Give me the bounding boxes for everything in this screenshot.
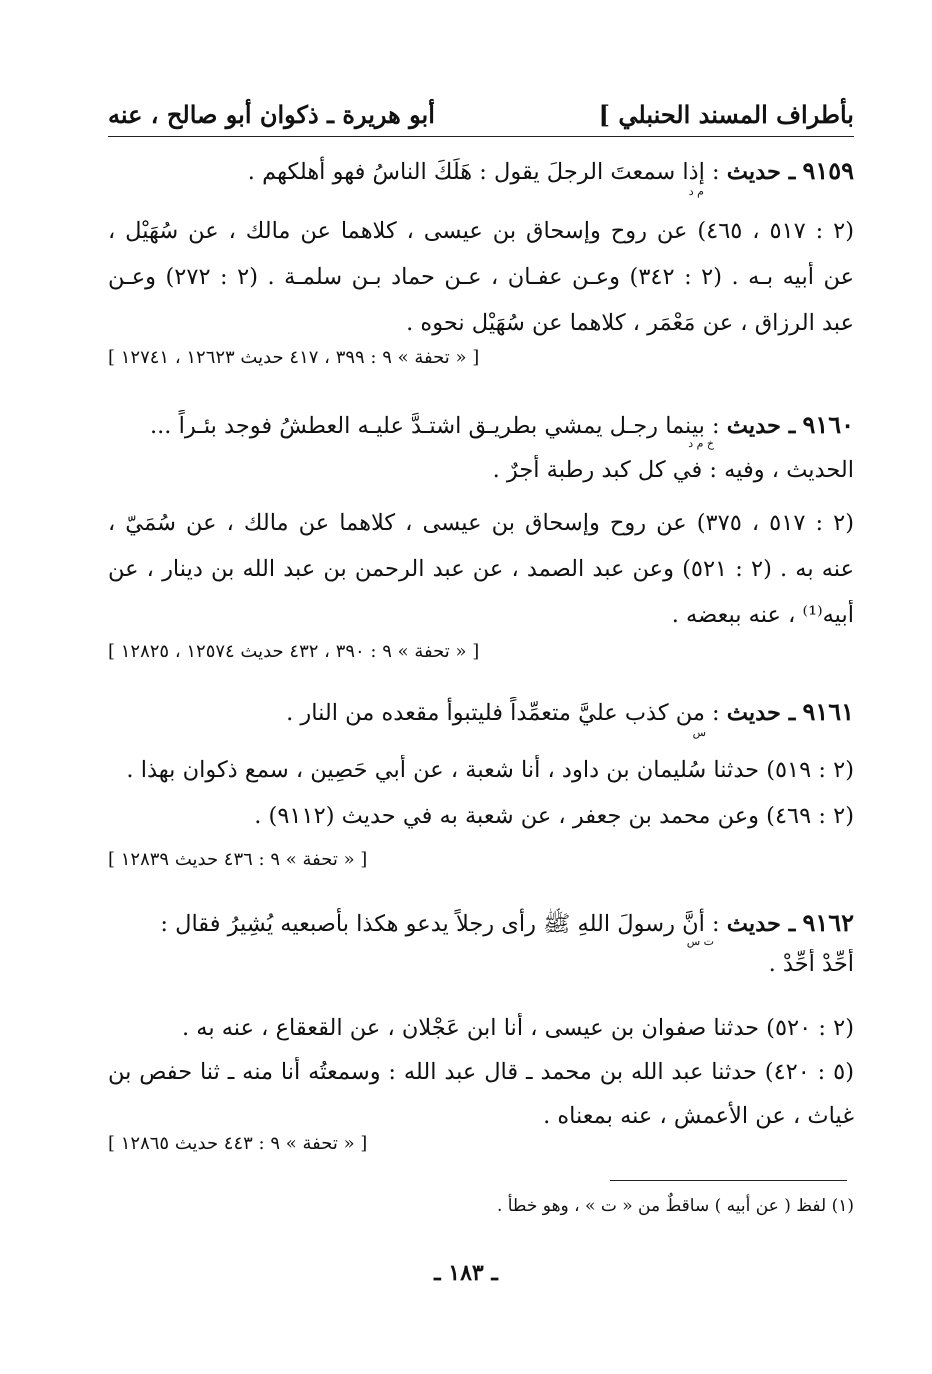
hadith-entry-9162 — [108, 908, 854, 979]
sigla: س — [692, 726, 706, 739]
entry-9162-sources — [108, 1013, 854, 1131]
hadith-text: : بينما رجـل يمشي بطريـق اشتـدَّ عليـه العطشُ فوجد بئـراً ... — [149, 413, 727, 439]
hadith-entry-9159 — [108, 156, 854, 198]
footnote: (١) لفظ ( عن أبيه ) ساقطٌ من « ت » ، وهو خطأ . — [496, 1196, 854, 1216]
hadith-label: ـ حديث — [726, 413, 796, 439]
source-line: (٢ : ٥١٧ ، ٣٧٥) عن روح وإسحاق بن عيسى ، كلاهما عن مالك ، عن سُمَيّ ، — [108, 510, 854, 536]
source-line: (٢ : ٥١٩) حدثنا سُليمان بن داود ، أنا شعبة ، عن أبي حَصِين ، سمع ذكوان بهذا . — [126, 757, 854, 783]
page-number: ـ ١٨٣ ـ — [434, 1260, 498, 1286]
footnote-rule — [610, 1180, 847, 1181]
hadith-heading — [108, 908, 854, 939]
hadith-number: ٩١٦٢ — [802, 908, 854, 937]
header-right: بأطراف المسند الحنبلي ] — [598, 99, 854, 129]
sigla: ت س — [686, 935, 714, 948]
header-rule — [108, 136, 854, 137]
hadith-text-cont: الحديث ، وفيه : في كل كبد رطبة أجرٌ . — [492, 457, 854, 483]
entry-9161-sources — [108, 755, 854, 831]
sigla: خ م د — [688, 437, 714, 450]
hadith-entry-9161 — [108, 697, 854, 739]
hadith-label: ـ حديث — [726, 159, 796, 185]
hadith-text: : من كذب عليَّ متعمِّداً فليتبوأ مقعده من النار . — [286, 700, 727, 726]
hadith-number: ٩١٦٠ — [802, 410, 854, 439]
hadith-heading — [108, 410, 854, 441]
tuhfa-reference: [ « تحفة » ٩ : ٤٣٦ حديث ١٢٨٣٩ ] — [108, 849, 368, 870]
running-header — [108, 96, 854, 132]
source-line: عن أبيه بـه . (٢ : ٣٤٢) وعـن عفـان ، عـن حماد بـن سلمـة . (٢ : ٢٧٢) وعـن — [108, 264, 854, 290]
hadith-label: ـ حديث — [726, 700, 796, 726]
tuhfa-reference: [ « تحفة » ٩ : ٤٤٣ حديث ١٢٨٦٥ ] — [108, 1133, 368, 1154]
hadith-entry-9160 — [108, 410, 854, 485]
entry-9159-sources — [108, 216, 854, 338]
hadith-label: ـ حديث — [726, 911, 796, 937]
hadith-heading — [108, 156, 854, 187]
hadith-number: ٩١٦١ — [802, 697, 854, 726]
source-line: (٢ : ٥٢٠) حدثنا صفوان بن عيسى ، أنا ابن عَجْلان ، عن القعقاع ، عنه به . — [181, 1015, 854, 1041]
hadith-text: : أنَّ رسولَ اللهِ ﷺ رأى رجلاً يدعو هكذا بأصبعيه يُشِيرُ فقال : — [160, 911, 727, 937]
entry-9160-sources — [108, 508, 854, 630]
tuhfa-reference: [ « تحفة » ٩ : ٣٩٠ ، ٤٣٢ حديث ١٢٥٧٤ ، ١٢٨٢٥ ] — [108, 641, 480, 662]
hadith-number: ٩١٥٩ — [802, 156, 854, 185]
source-line: أبيه⁽¹⁾ ، عنه ببعضه . — [671, 602, 854, 628]
hadith-text: : إذا سمعتَ الرجلَ يقول : هَلَكَ الناسُ فهو أهلكهم . — [247, 159, 727, 185]
source-line: (٢ : ٥١٧ ، ٤٦٥) عن روح وإسحاق بن عيسى ، كلاهما عن مالك ، عن سُهَيْل ، — [108, 218, 854, 244]
hadith-text-cont: أَحِّدْ أَحِّدْ . — [768, 951, 854, 977]
header-left: أبو هريرة ـ ذكوان أبو صالح ، عنه — [108, 99, 435, 129]
hadith-heading — [108, 697, 854, 728]
sigla: م د — [688, 185, 704, 198]
source-line: عنه به . (٢ : ٥٢١) وعن عبد الصمد ، عن عبد الرحمن بن عبد الله بن دينار ، عن — [108, 556, 854, 582]
source-line: (٢ : ٤٦٩) وعن محمد بن جعفر ، عن شعبة به في حديث (٩١١٢) . — [254, 803, 854, 829]
tuhfa-reference: [ « تحفة » ٩ : ٣٩٩ ، ٤١٧ حديث ١٢٦٢٣ ، ١٢٧٤١ ] — [108, 347, 480, 368]
source-line: عبد الرزاق ، عن مَعْمَر ، كلاهما عن سُهَيْل نحوه . — [406, 310, 854, 336]
source-line: (٥ : ٤٢٠) حدثنا عبد الله بن محمد ـ قال عبد الله : وسمعتُه أنا منه ـ ثنا حفص بن — [108, 1059, 854, 1085]
source-line: غياث ، عن الأعمش ، عنه بمعناه . — [543, 1103, 854, 1129]
